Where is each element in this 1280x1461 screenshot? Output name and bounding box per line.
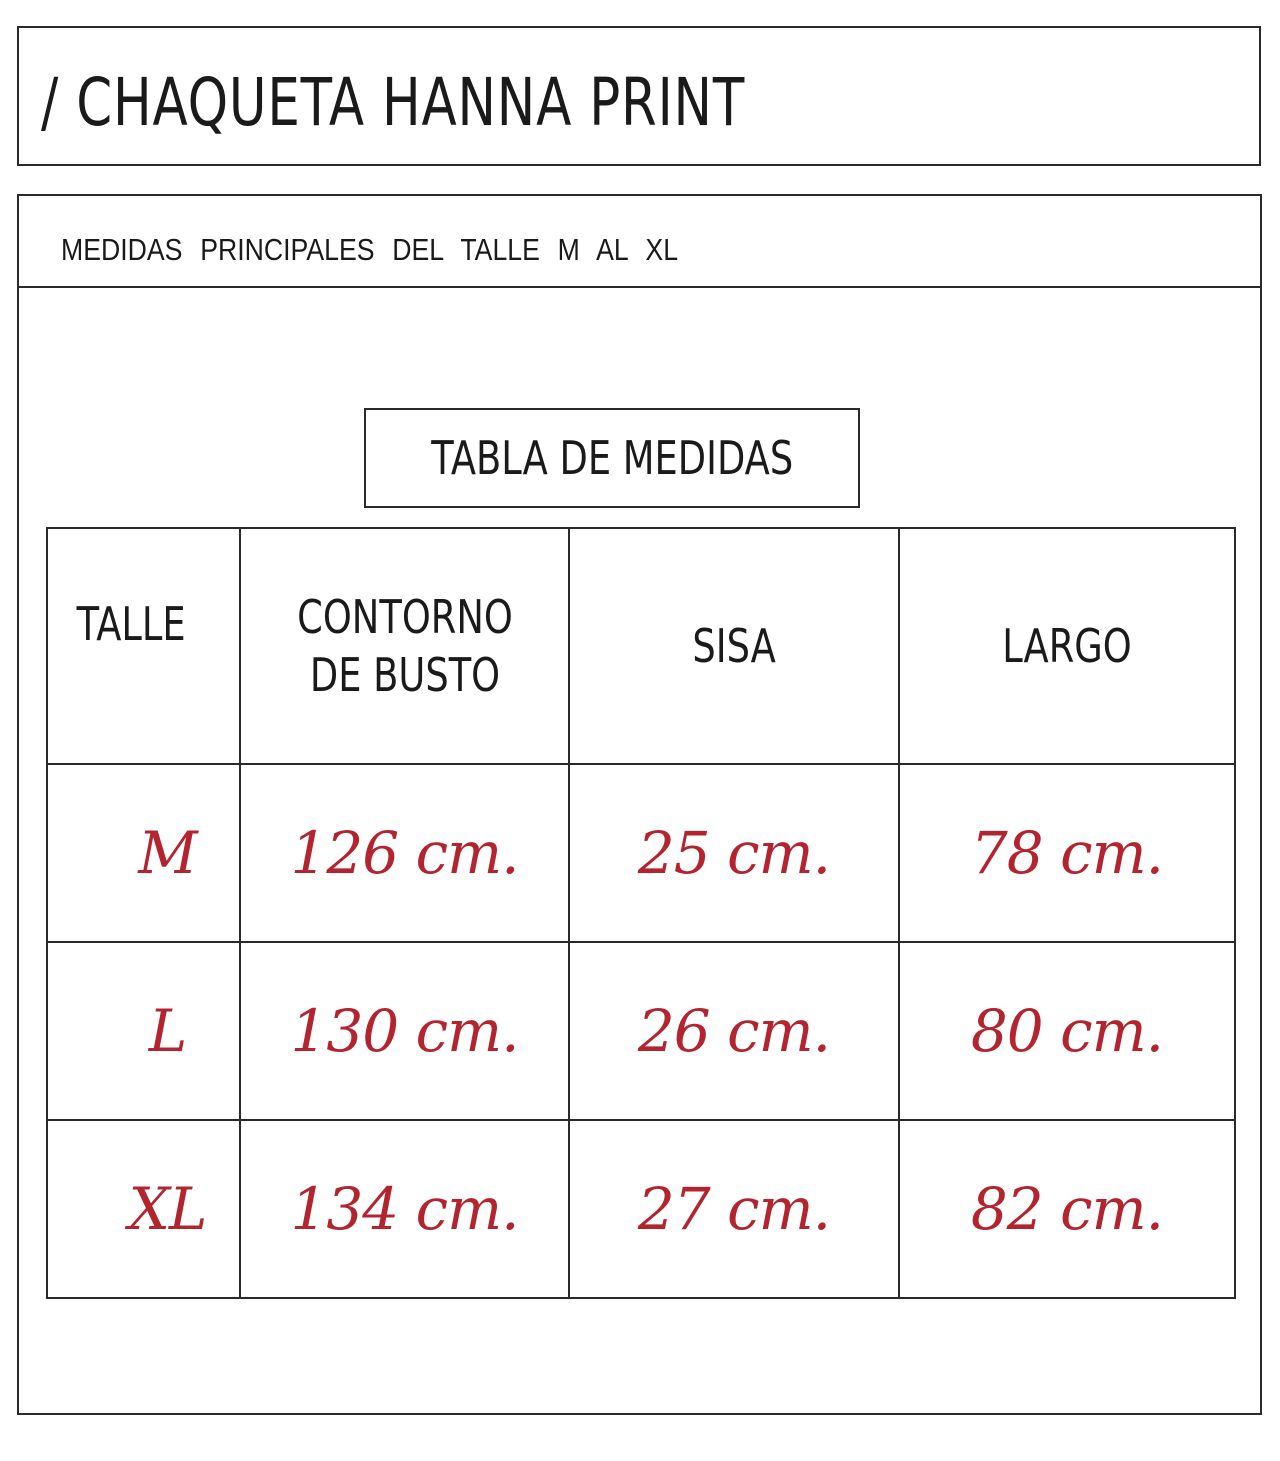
size-value: L <box>148 997 187 1065</box>
page-title: / CHAQUETA HANNA PRINT <box>41 64 746 141</box>
table-cell <box>569 1120 899 1298</box>
table-row <box>47 764 1235 942</box>
table-title-box <box>364 408 860 508</box>
measure-value: 130 cm. <box>290 997 519 1065</box>
table-row <box>47 942 1235 1120</box>
table-title: TABLA DE MEDIDAS <box>431 431 793 485</box>
measure-value: 126 cm. <box>290 819 519 887</box>
table-cell <box>899 1120 1235 1298</box>
measure-value: 25 cm. <box>637 819 831 887</box>
table-cell <box>569 764 899 942</box>
measure-value: 26 cm. <box>637 997 831 1065</box>
table-cell <box>47 942 240 1120</box>
table-cell <box>899 764 1235 942</box>
column-header-label: CONTORNO DE BUSTO <box>296 590 513 702</box>
table-cell <box>240 764 569 942</box>
measure-value: 134 cm. <box>290 1175 519 1243</box>
table-cell <box>240 942 569 1120</box>
table-cell <box>47 1120 240 1298</box>
subtitle-row <box>19 196 1260 288</box>
table-row <box>47 1120 1235 1298</box>
size-value: XL <box>128 1175 207 1243</box>
column-header <box>240 528 569 764</box>
table-cell <box>569 942 899 1120</box>
measure-value: 27 cm. <box>637 1175 831 1243</box>
column-header <box>569 528 899 764</box>
measure-value: 80 cm. <box>970 997 1164 1065</box>
size-table <box>46 527 1236 1299</box>
column-header-label: TALLE <box>76 597 187 651</box>
measure-value: 82 cm. <box>970 1175 1164 1243</box>
measure-value: 78 cm. <box>970 819 1164 887</box>
size-value: M <box>138 819 197 887</box>
column-header <box>899 528 1235 764</box>
column-header-label: LARGO <box>1002 619 1132 673</box>
table-cell <box>240 1120 569 1298</box>
column-header-label: SISA <box>692 619 776 673</box>
table-cell <box>47 764 240 942</box>
subtitle: MEDIDAS PRINCIPALES DEL TALLE M AL XL <box>61 232 679 267</box>
title-box <box>17 26 1261 166</box>
table-cell <box>899 942 1235 1120</box>
column-header <box>47 528 240 764</box>
table-header-row <box>47 528 1235 764</box>
